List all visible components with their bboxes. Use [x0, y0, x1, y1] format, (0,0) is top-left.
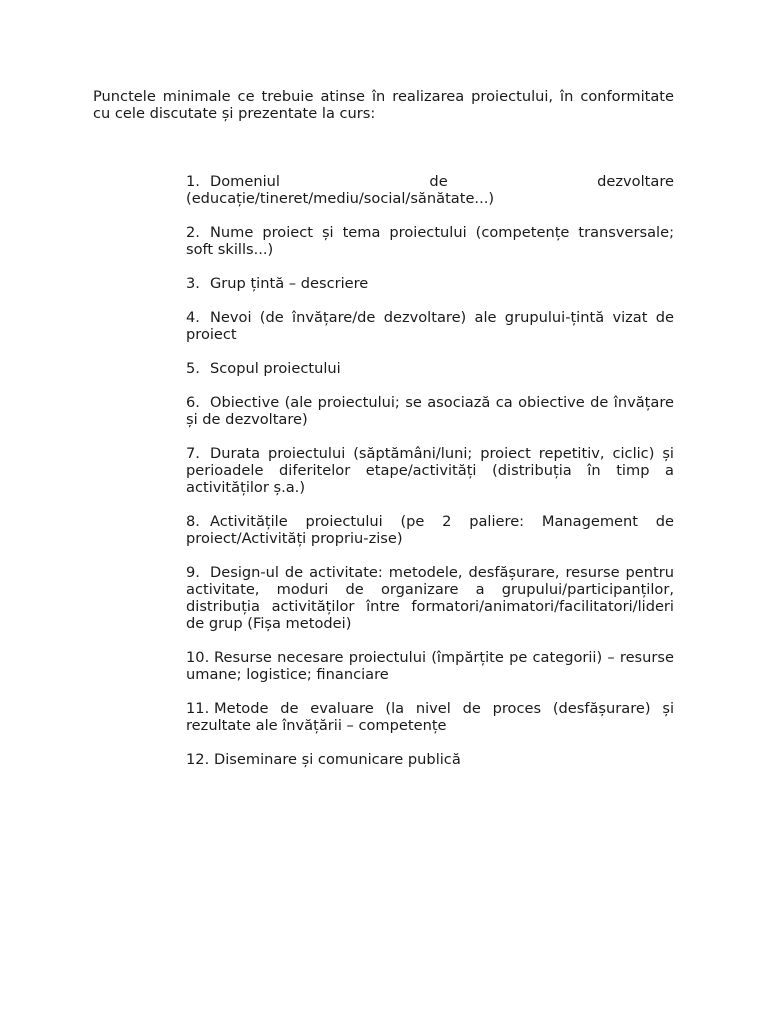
item-number: 10. [186, 649, 210, 666]
item-number: 5. [186, 360, 200, 377]
item-text: Diseminare și comunicare publică [214, 751, 461, 768]
intro-paragraph: Punctele minimale ce trebuie atinse în realizarea proiectului, în conformitate cu cele discutate și prezentate la curs: [93, 88, 674, 122]
item-text: Metode de evaluare (la nivel de proces (desfășurare) și rezultate ale învățării – competențe [186, 700, 674, 734]
list-item [186, 445, 674, 496]
item-number: 1. [186, 173, 200, 190]
item-number: 4. [186, 309, 200, 326]
item-text: Grup țintă – descriere [210, 275, 369, 292]
item-text: Domeniul de dezvoltare (educație/tineret/mediu/social/sănătate...) [186, 173, 674, 207]
list-item [186, 224, 674, 258]
list-item [186, 513, 674, 547]
item-text: Nume proiect și tema proiectului (competențe transversale; soft skills...) [186, 224, 674, 258]
list-item [186, 173, 674, 207]
item-number: 12. [186, 751, 210, 768]
list-item [186, 649, 674, 683]
item-text: Resurse necesare proiectului (împărțite pe categorii) – resurse umane; logistice; financiare [186, 649, 674, 683]
list-item [186, 360, 674, 377]
list-item [186, 700, 674, 734]
item-number: 7. [186, 445, 200, 462]
item-number: 9. [186, 564, 200, 581]
item-text: Scopul proiectului [210, 360, 341, 377]
item-number: 3. [186, 275, 200, 292]
item-text: Design-ul de activitate: metodele, desfășurare, resurse pentru activitate, moduri de organizare a grupului/participanților, distribuția activităților între formatori/animatori/facilitatori/lideri de grup (Fișa metodei) [186, 564, 674, 632]
requirements-list [186, 173, 674, 785]
item-number: 2. [186, 224, 200, 241]
list-item [186, 751, 674, 768]
item-number: 11. [186, 700, 210, 717]
item-text: Durata proiectului (săptămâni/luni; proiect repetitiv, ciclic) și perioadele diferitelor etape/activități (distribuția în timp a activităților ș.a.) [186, 445, 674, 496]
list-item [186, 394, 674, 428]
item-number: 6. [186, 394, 200, 411]
item-number: 8. [186, 513, 200, 530]
list-item [186, 275, 674, 292]
item-text: Nevoi (de învățare/de dezvoltare) ale grupului-țintă vizat de proiect [186, 309, 674, 343]
item-text: Activitățile proiectului (pe 2 paliere: Management de proiect/Activități propriu-zise) [186, 513, 674, 547]
list-item [186, 564, 674, 632]
list-item [186, 309, 674, 343]
item-text: Obiective (ale proiectului; se asociază ca obiective de învățare și de dezvoltare) [186, 394, 674, 428]
